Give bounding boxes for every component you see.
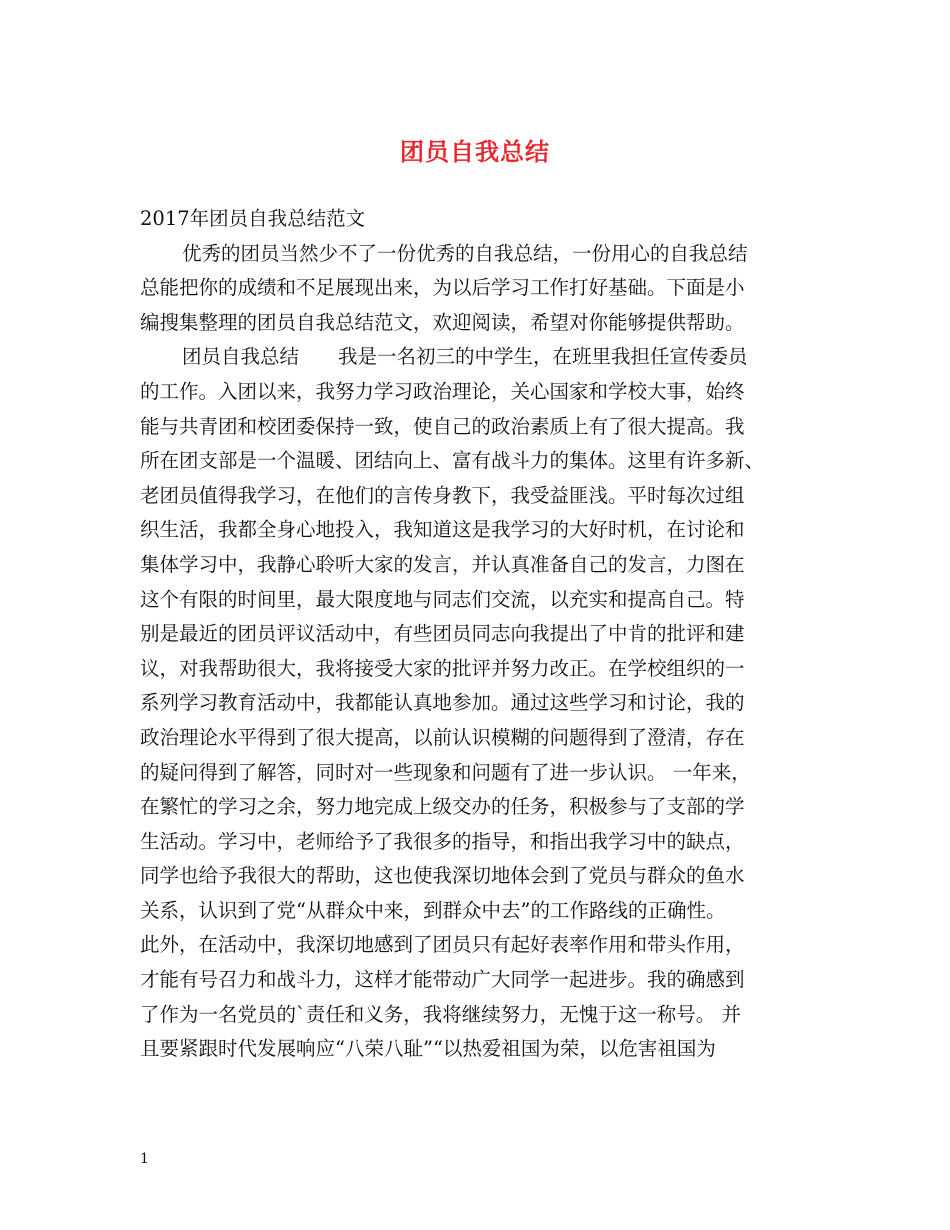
body-line: 了作为一名党员的`责任和义务，我将继续努力，无愧于这一称号。 并: [140, 1002, 741, 1026]
page-number: 1: [140, 1151, 149, 1167]
body-line: 总能把你的成绩和不足展现出来，为以后学习工作打好基础。下面是小: [140, 276, 745, 300]
body-line: 关系，认识到了党“从群众中来，到群众中去”的工作路线的正确性。: [140, 898, 726, 922]
body-line: 织生活，我都全身心地投入，我知道这是我学习的大好时机，在讨论和: [140, 518, 745, 542]
body-line: 议，对我帮助很大，我将接受大家的批评并努力改正。在学校组织的一: [140, 656, 745, 680]
body-line: 系列学习教育活动中，我都能认真地参加。通过这些学习和讨论，我的: [140, 691, 745, 715]
body-line: 这个有限的时间里，最大限度地与同志们交流，以充实和提高自己。特: [140, 587, 745, 611]
body-line: 同学也给予我很大的帮助，这也使我深切地体会到了党员与群众的鱼水: [140, 864, 745, 888]
body-line: 集体学习中，我静心聆听大家的发言，并认真准备自己的发言，力图在: [140, 552, 745, 576]
body-line: 团员自我总结 我是一名初三的中学生，在班里我担任宣传委员: [182, 345, 748, 369]
body-line: 编搜集整理的团员自我总结范文，欢迎阅读，希望对你能够提供帮助。: [140, 310, 745, 334]
document-body: [140, 202, 812, 1067]
body-line: 生活动。学习中，老师给予了我很多的指导，和指出我学习中的缺点，: [140, 829, 745, 853]
body-line: 老团员值得我学习，在他们的言传身教下，我受益匪浅。平时每次过组: [140, 483, 745, 507]
body-line: 2017年团员自我总结范文: [140, 207, 366, 230]
body-line: 所在团支部是一个温暖、团结向上、富有战斗力的集体。这里有许多新、: [140, 449, 765, 473]
body-line: 在繁忙的学习之余，努力地完成上级交办的任务，积极参与了支部的学: [140, 795, 745, 819]
body-line: 优秀的团员当然少不了一份优秀的自我总结，一份用心的自我总结: [182, 241, 748, 265]
body-line: 的疑问得到了解答，同时对一些现象和问题有了进一步认识。 一年来，: [140, 760, 751, 784]
body-line: 的工作。入团以来，我努力学习政治理论，关心国家和学校大事，始终: [140, 379, 745, 403]
body-line: 且要紧跟时代发展响应“八荣八耻”“以热爱祖国为荣，以危害祖国为: [140, 1037, 716, 1061]
body-line: 此外，在活动中，我深切地感到了团员只有起好表率作用和带头作用，: [140, 933, 745, 957]
body-line: 能与共青团和校团委保持一致，使自己的政治素质上有了很大提高。我: [140, 414, 745, 438]
document-title: 团员自我总结: [400, 138, 550, 166]
body-line: 才能有号召力和战斗力，这样才能带动广大同学一起进步。我的确感到: [140, 968, 745, 992]
body-line: 政治理论水平得到了很大提高，以前认识模糊的问题得到了澄清，存在: [140, 725, 745, 749]
body-line: 别是最近的团员评议活动中，有些团员同志向我提出了中肯的批评和建: [140, 622, 745, 646]
